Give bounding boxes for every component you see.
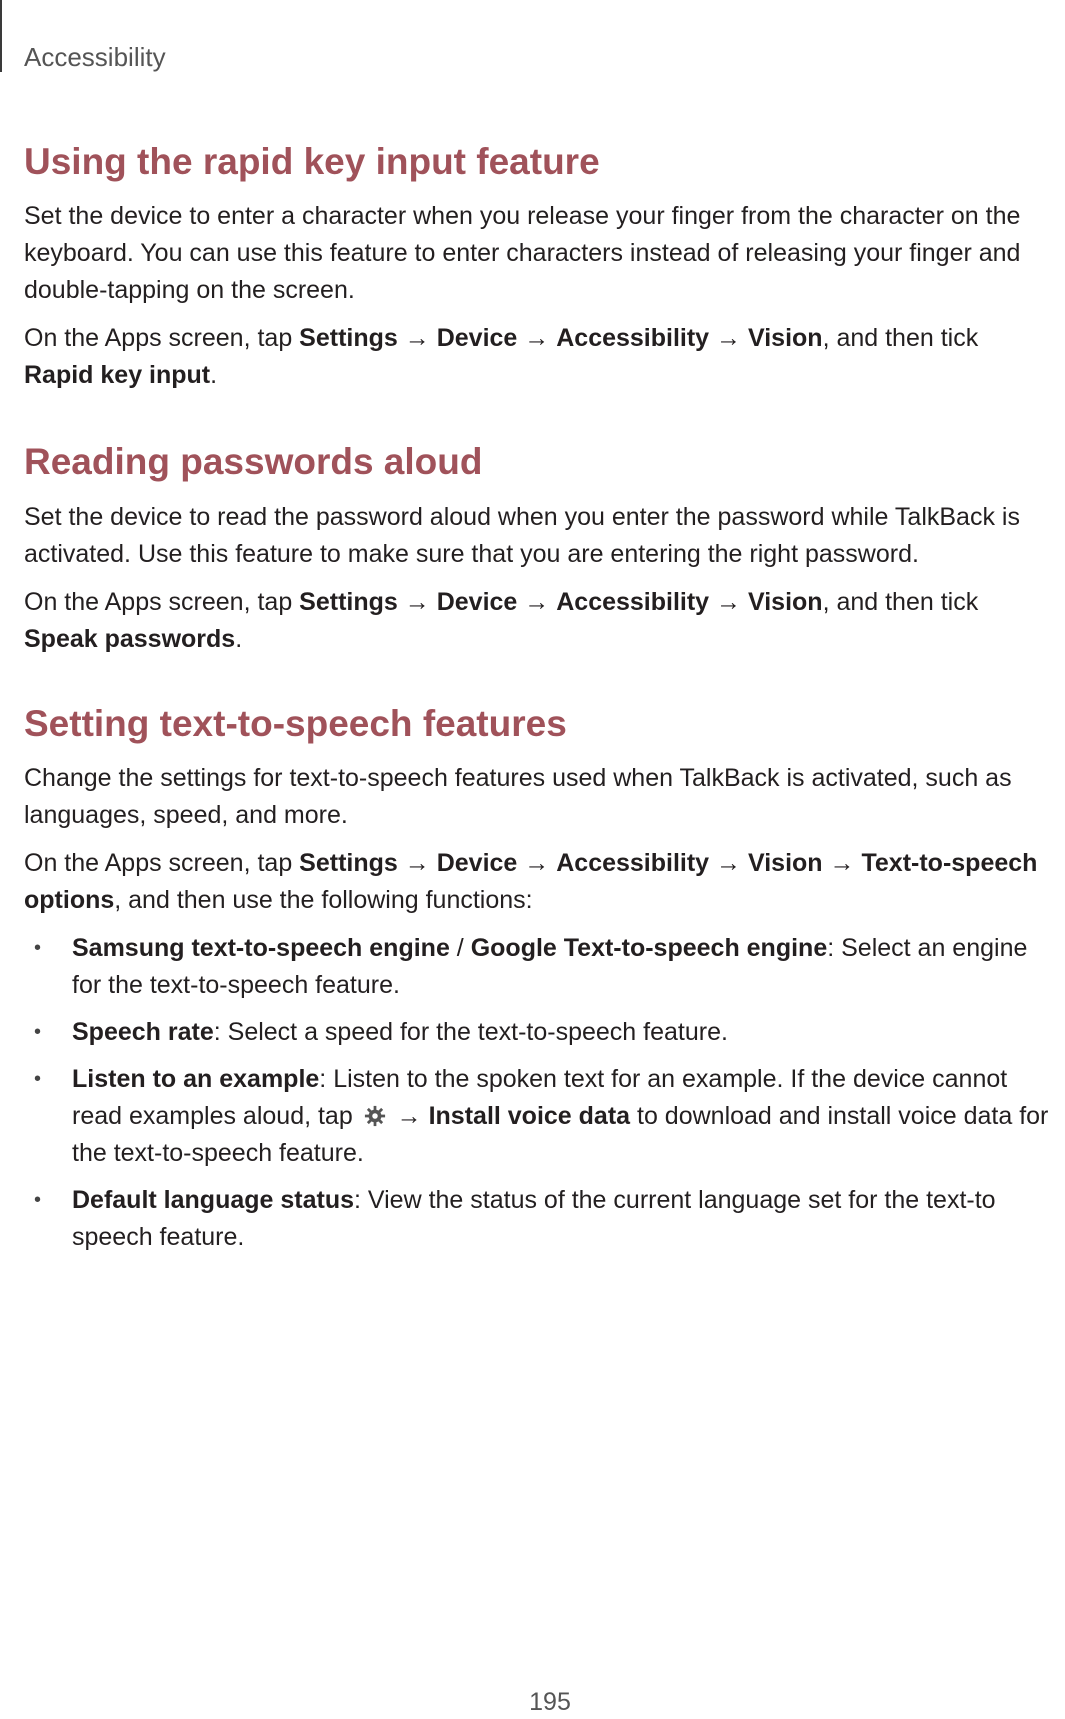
section-instructions: On the Apps screen, tap Settings → Device → Accessibility → Vision, and then tick Rapid key input. xyxy=(24,324,979,390)
bullet: • xyxy=(34,937,42,960)
section-heading-rapid-key-input: Using the rapid key input feature xyxy=(24,141,600,182)
bullet: • xyxy=(34,1068,42,1091)
header-rule xyxy=(0,0,2,72)
section-heading-reading-passwords: Reading passwords aloud xyxy=(24,441,483,483)
section-instructions: On the Apps screen, tap Settings → Device → Accessibility → Vision → Text-to-speech options, and then use the following functions: xyxy=(24,849,1038,915)
section-paragraph: Change the settings for text-to-speech features used when TalkBack is activated, such as languages, speed, and more. xyxy=(24,764,1012,830)
list-item: • Samsung text-to-speech engine / Google Text-to-speech engine: Select an engine for the text-to-speech feature. xyxy=(24,930,1054,1004)
bullet: • xyxy=(34,1021,42,1044)
gear-icon xyxy=(364,1105,386,1127)
page-header-title: Accessibility xyxy=(24,42,166,72)
function-list xyxy=(24,930,1054,1256)
page-number: 195 xyxy=(529,1688,571,1716)
bullet: • xyxy=(34,1189,42,1212)
page-content xyxy=(24,140,1054,1266)
section-paragraph: Set the device to enter a character when you release your finger from the character on the keyboard. You can use this feature to enter characters instead of releasing your finger and double-tapping on the screen. xyxy=(24,202,1021,305)
section-paragraph: Set the device to read the password aloud when you enter the password while TalkBack is activated. Use this feature to make sure that you are entering the right password. xyxy=(24,502,1020,568)
list-item: • Default language status: View the status of the current language set for the text-to speech feature. xyxy=(24,1182,1054,1256)
section-instructions: On the Apps screen, tap Settings → Device → Accessibility → Vision, and then tick Speak passwords. xyxy=(24,587,979,653)
section-heading-text-to-speech: Setting text-to-speech features xyxy=(24,702,567,744)
list-item: • Listen to an example: Listen to the spoken text for an example. If the device cannot read examples aloud, tap → Install voice data to download and install voice data for the text-to-speech feature. xyxy=(24,1061,1054,1172)
list-item: • Speech rate: Select a speed for the text-to-speech feature. xyxy=(24,1014,1054,1051)
